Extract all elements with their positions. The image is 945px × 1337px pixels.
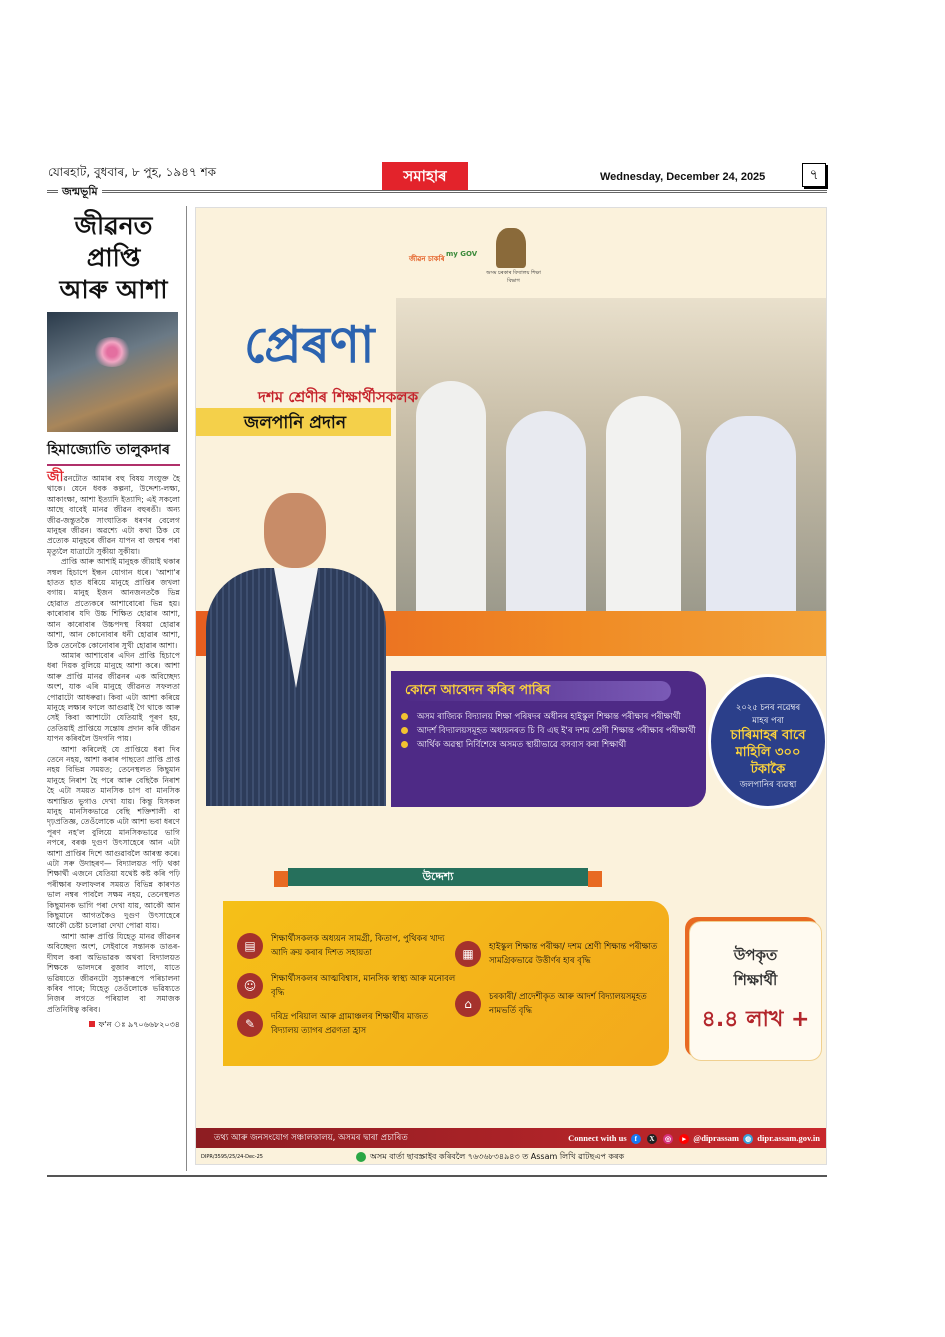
circle-highlight: মাহিলি ৩০০ [735,745,801,760]
beneficiaries-label: শিক্ষাৰ্থী [733,971,778,989]
footer-rule [47,1175,827,1177]
eligibility-item: আৰ্থিক অৱস্থা নিৰ্বিশেষে অসমত স্থায়ীভাৱে বসবাস কৰা শিক্ষাৰ্থী [401,737,696,751]
objectives-heading: উদ্দেশ্য [288,868,588,886]
paragraph: প্ৰাপ্তি আৰু আশাই মানুহক জীয়াই থকাৰ সম্বল হিচাপে ইন্ধন যোগান ধৰে। 'আশা'ৰ হাতত হাত ধৰিয়ে মানুহে প্ৰাপ্তিৰ জখলা বগায়। মানুহ ইজন আনজনতকৈ ভিন্ন হোৱাত প্ৰত্যেকৰে আশাবোৰো ভিন্ন হয়। কাৰোবাৰ যদি উচ্চ শিক্ষিত হোৱাৰ আশা, আন কাৰোবাৰ উচ্চপদস্থ বিষয়া হোৱাৰ আশা, আন কোনোবাৰ ধনী হোৱাৰ আশা, ঠিক তেনেকৈ কোনোবাৰ সুখী হোৱাৰ আশা। [47,557,180,650]
title-line: আৰু আশা [59,275,168,304]
website-link[interactable]: dipr.assam.gov.in [757,1133,820,1143]
beneficiaries-label: উপকৃত [733,946,778,964]
paragraph [47,469,180,557]
masthead: জন্মভূমি [58,183,102,202]
books-icon: ▤ [237,933,263,959]
circle-highlight: টকাকৈ [750,762,786,777]
ad-reference: DIPR/3595/25/24-Dec-25 [201,1154,263,1160]
title-line: জীৱনত প্ৰাপ্তি [74,211,153,272]
paragraph: আশা কৰিলেই যে প্ৰাপ্তিয়ে ধৰা দিব তেনে নহয়, আশা কৰাৰ পাছতো প্ৰাপ্তি প্ৰাপ্ত নহয় বিভিন্ন সময়ত; তেনেস্থলত কিছুমান মানুহে নিৰাশ হৈ পৰে আৰু বেছিকৈ নিৰাশ হৈ এটা সময়ত মানসিক চাপ বা মানসিক অশান্তিত ভুগাও দেখা যায়। কিন্তু যিসকল মানুহ মানসিকভাৱে বেছি শক্তিশালী বা দৃঢ়প্ৰতিজ্ঞ, তেওঁলোকে এটা আশা ভবা ধৰণে পূৰণ নহ'ল বুলিয়ে মানসিকভাৱে ভাগি নপৰে, বৰঞ্চ দুগুণ উৎসাহেৰে আন এটা আশা প্ৰাপ্তিৰ দিশে আগুৱাবলৈ আৰম্ভ কৰে। এটা সৰু উদাহৰণ— বিদ্যালয়ত পঢ়ি থকা শিক্ষাৰ্থী এজনে যেতিয়া যথেষ্ট কষ্ট কৰি পঢ়ি পৰীক্ষাৰ ফলাফলৰ সময়ত বিভিন্ন কাৰণত ভাল নম্বৰ পাবলৈ সক্ষম নহয়, তেনেস্থলত কিছুমানক ভাগি পৰা দেখা যায়, আকৌ আন কিছুমানে আগতকৈও দুগুণ উৎসাহেৰে আকৌ চেষ্টা চলোৱা দেখা পোৱা যায়। [47,744,180,931]
header-rule [47,190,827,193]
x-icon[interactable]: X [647,1134,657,1144]
mygov-logo: my GOV [446,250,478,258]
figure-head [264,493,326,568]
student-figure [506,411,586,611]
school-icon: ⌂ [455,991,481,1017]
column-divider [186,206,187,1171]
whatsapp-icon [356,1152,366,1162]
objective-text: হাইস্কুল শিক্ষান্ত পৰীক্ষা/ দশম শ্ৰেণী শিক্ষান্ত পৰীক্ষাত সামগ্ৰিকভাৱে উত্তীৰ্ণৰ হাৰ বৃদ্ধি [489,941,658,965]
eligibility-item: আদৰ্শ বিদ্যালয়সমূহত অধ্যয়নৰত চি বি এছ ই'ৰ দশম শ্ৰেণী শিক্ষান্ত পৰীক্ষাৰ পৰীক্ষাৰ্থী [401,723,696,737]
department-caption: অসম চৰকাৰ বিদ্যালয় শিক্ষা বিভাগ [486,270,541,284]
reading-icon: ✎ [237,1011,263,1037]
paragraph-text: ৱনটোত আমাৰ বহু বিষয় সংযুক্ত হৈ থাকে। যেনে ধবক কল্পনা, উদ্দেশ্য-লক্ষ্য, আকাংক্ষা, আশা ইত্যাদি ইত্যাদি; এই সকলো আছে বাবেই মানৱ জীৱন বহুৰঙী। অন্য জীৱ-জন্তুতকৈ সাংঘাতিক ধৰণৰ বেলেগ মানুহৰ জীৱন। অৱশ্যে এটা কথা ঠিক যে প্ৰত্যেক মানুহৰে জীৱন যাপন বা জন্মৰ পৰা মৃত্যুলৈ যাত্ৰাটো সুকীয়া সুকীয়া। [47,474,180,556]
eligibility-box [391,671,706,807]
header-date: Wednesday, December 24, 2025 [600,171,766,183]
page-number: ৭ [802,163,826,187]
paragraph: আশা আৰু প্ৰাপ্তি যিহেতু মানৱ জীৱনৰ অবিচ্ছেদ্য অংশ, সেইবাবে সন্তানক ডাঙৰ-দীঘল কৰা অভিভাৱক অথবা বিদ্যালয়ত শিক্ষকে ভালদৰে বুজাব লাগে, যাতে ভৱিষ্যতে জীৱনটো সুচাৰুৰূপে পৰিচালনা কৰিব পাৰে; যিহেতু তেওঁলোকে ভৱিষ্যতে নিজৰ লগতে পৰিয়াল বা সমাজক প্ৰতিনিধিত্ব কৰিব। [47,931,180,1014]
whatsapp-text: অসম বাৰ্তা ছাবস্ক্ৰাইব কৰিবলৈ ৭৬৩৬৮৩৪৯৪৩ ত Assam লিখি ৱাটছএপ কৰক [370,1152,625,1161]
connect-label: Connect with us [568,1133,627,1143]
scheme-subtitle: দশম শ্ৰেণীৰ শিক্ষাৰ্থীসকলক [258,388,419,406]
stipend-circle [708,674,827,809]
social-links [568,1128,820,1148]
header-date-assamese: যোৰহাট, বুধবাৰ, ৮ পুহ, ১৯৪৭ শক [48,165,217,179]
student-figure [606,396,681,611]
objectives-box [223,901,669,1066]
globe-icon: ◍ [745,1135,752,1144]
article-body [47,469,180,1015]
chief-minister-photo [206,493,386,806]
scheme-subtitle-highlight: জলপানি প্ৰদান [244,413,346,433]
report-card-icon: ▦ [455,941,481,967]
eligibility-item: অসম ৰাজ্যিক বিদ্যালয় শিক্ষা পৰিষদৰ অধীনৰ হাইস্কুল শিক্ষান্ত পৰীক্ষাৰ পৰীক্ষাৰ্থী [401,709,696,723]
paragraph: আমাৰ আশাবোৰ এদিন প্ৰাপ্তি হিচাপে ধৰা দিয়ক বুলিয়ে মানুহে আশা কৰে। আশা আৰু প্ৰাপ্তি মানৱ জীৱনৰ এক অবিচ্ছেদ্য অংশ, যাক এৰি মানুহে জীৱনত সফলতা পোৱাটো আধৰুৱা। কিবা এটা আশা কৰিয়ে মানুহে লক্ষ্যৰ ফালে আগুৱাই গৈ থাকে আৰু সেই কিবা আশাটো যেতিয়াই পূৰণ হয়, তেতিয়াই প্ৰাপ্তিয়ে সন্তোষ প্ৰদান কৰি জীৱন যাপন কৰিবলৈ উদগনি পায়। [47,650,180,744]
jibon-logo: জীৱন চাকৰি [409,255,445,263]
objective-text: শিক্ষাৰ্থীসকলক অধ্যয়ন সামগ্ৰী, কিতাপ, পুথিকৰ খাদ্য আদি ক্ৰয় কৰাৰ দিশত সহায়তা [271,933,445,957]
student-figure [416,381,486,611]
objective-item [237,971,457,999]
circle-text: ২০২৫ চনৰ নৱেম্বৰ [735,702,801,712]
article-column [47,210,180,1032]
objective-item [455,989,660,1017]
dropcap: জী [47,469,64,485]
section-label: সমাহাৰ [382,162,468,190]
scheme-title: প্ৰেৰণা [244,316,375,374]
instagram-icon[interactable]: ◎ [664,1135,672,1144]
circle-highlight: চাৰিমাহৰ বাবে [730,728,806,743]
article-author: হিমাজ্যোতি তালুকদাৰ [47,438,180,466]
ad-footer [196,1128,827,1148]
article-title [47,210,180,306]
circle-text: জলপানিৰ ব্যৱস্থা [739,779,797,789]
youtube-icon[interactable]: ▸ [679,1134,689,1144]
ad-footer-strip [196,1148,827,1165]
objective-item [237,931,457,959]
objective-item [455,939,660,967]
students-photo [396,298,827,611]
social-handle[interactable]: @diprassam [693,1133,739,1143]
article-image-flower [47,312,178,432]
objective-item [237,1009,457,1037]
beneficiaries-card [689,921,822,1061]
beneficiaries-count: ৪.৪ লাখ + [701,1007,810,1032]
objective-text: দৰিদ্ৰ পৰিয়াল আৰু গ্ৰামাঞ্চলৰ শিক্ষাৰ্থীৰ মাজত বিদ্যালয় ত্যাগৰ প্ৰৱণতা হ্ৰাস [271,1011,428,1035]
objective-text: শিক্ষাৰ্থীসকলৰ আত্মবিশ্বাস, মানসিক স্বাস্থ্য আৰু মনোবল বৃদ্ধি [271,973,456,997]
facebook-icon[interactable]: f [631,1134,641,1144]
confidence-icon: ☺ [237,973,263,999]
circle-text: মাহৰ পৰা [752,715,784,725]
national-emblem-icon [496,228,526,268]
objective-text: চৰকাৰী/ প্ৰাদেশীকৃত আৰু আদৰ্শ বিদ্যালয়সমূহত নামভৰ্তি বৃদ্ধি [489,991,647,1015]
advertisement [195,207,827,1165]
publisher-credit: তথ্য আৰু জনসংযোগ সঞ্চালকালয়, অসমৰ দ্বাৰা প্ৰচাৰিত [214,1133,408,1143]
author-phone: ফ'ন ঃ ৯৭০৬৬৮২০৩৪ [47,1019,180,1032]
student-figure [706,416,796,611]
eligibility-heading: কোনে আবেদন কৰিব পাৰিব [401,681,671,701]
